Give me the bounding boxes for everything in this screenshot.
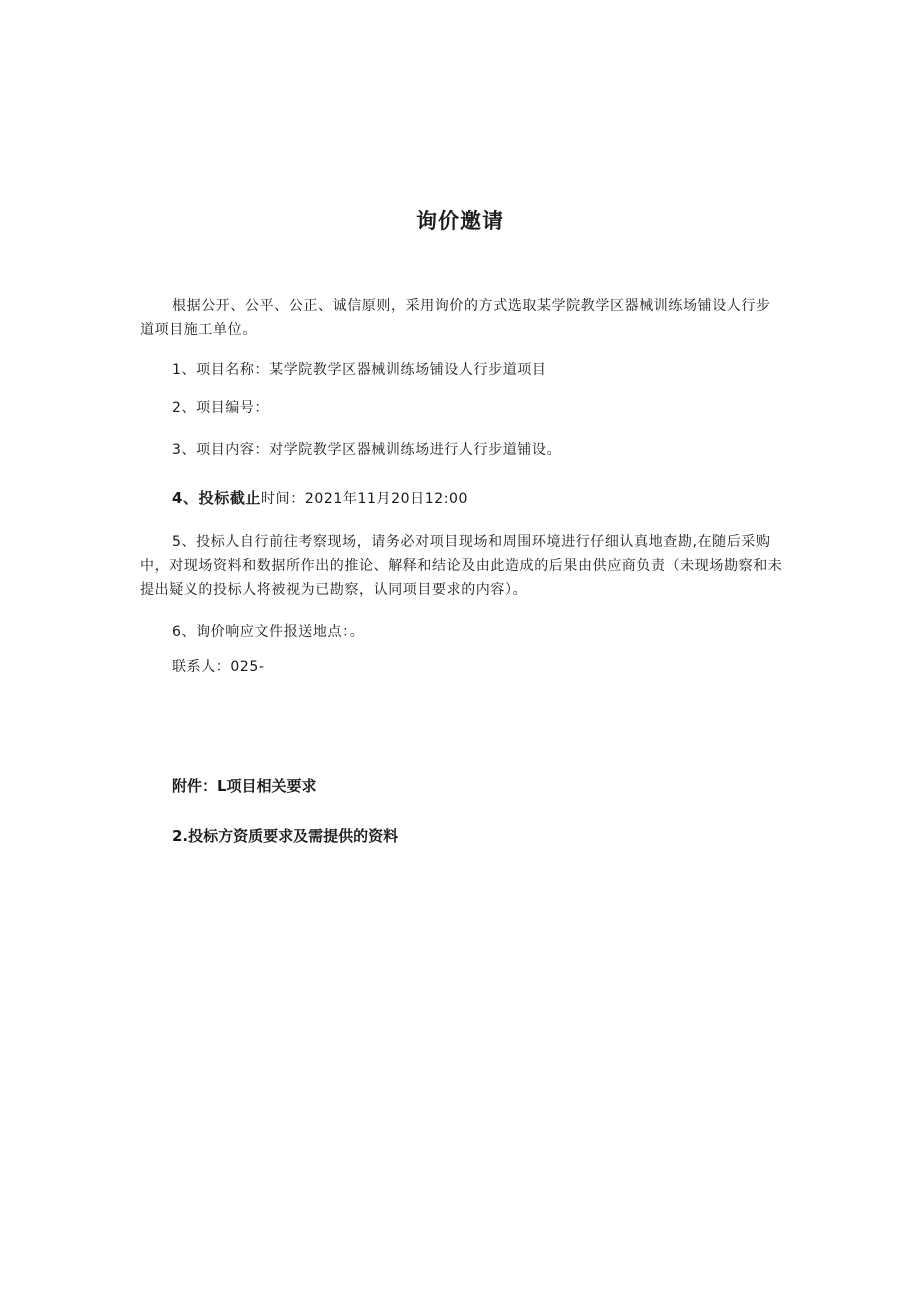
bid-deadline-value: 时间：2021年11月20日12:00 [261, 491, 469, 507]
item-bid-deadline [172, 486, 468, 511]
attachment-item-1: 附件：L项目相关要求 [172, 777, 317, 795]
contact-line: 联系人：025- [172, 659, 265, 675]
document-title: 询价邀请 [416, 209, 504, 233]
attachment-item-2: 2.投标方资质要求及需提供的资料 [172, 827, 399, 845]
item-project-name: 1、项目名称：某学院教学区器械训练场铺设人行步道项目 [172, 362, 547, 378]
item-site-inspection: 5、投标人自行前往考察现场，请务必对项目现场和周围环境进行仔细认真地查勘,在随后采购中，对现场资料和数据所作出的推论、解释和结论及由此造成的后果由供应商负责（未现场勘察和未提出疑义的投标人将被视为已勘察，认同项目要求的内容）。 [140, 534, 783, 598]
item-project-content: 3、项目内容：对学院教学区器械训练场进行人行步道铺设。 [172, 442, 562, 458]
item-project-number: 2、项目编号： [172, 400, 270, 416]
intro-paragraph: 根据公开、公平、公正、诚信原则，采用询价的方式选取某学院教学区器械训练场铺设人行步道项目施工单位。 [140, 298, 771, 338]
bid-deadline-label: 4、投标截止 [172, 489, 262, 507]
item-submission-location: 6、询价响应文件报送地点：。 [172, 624, 365, 640]
